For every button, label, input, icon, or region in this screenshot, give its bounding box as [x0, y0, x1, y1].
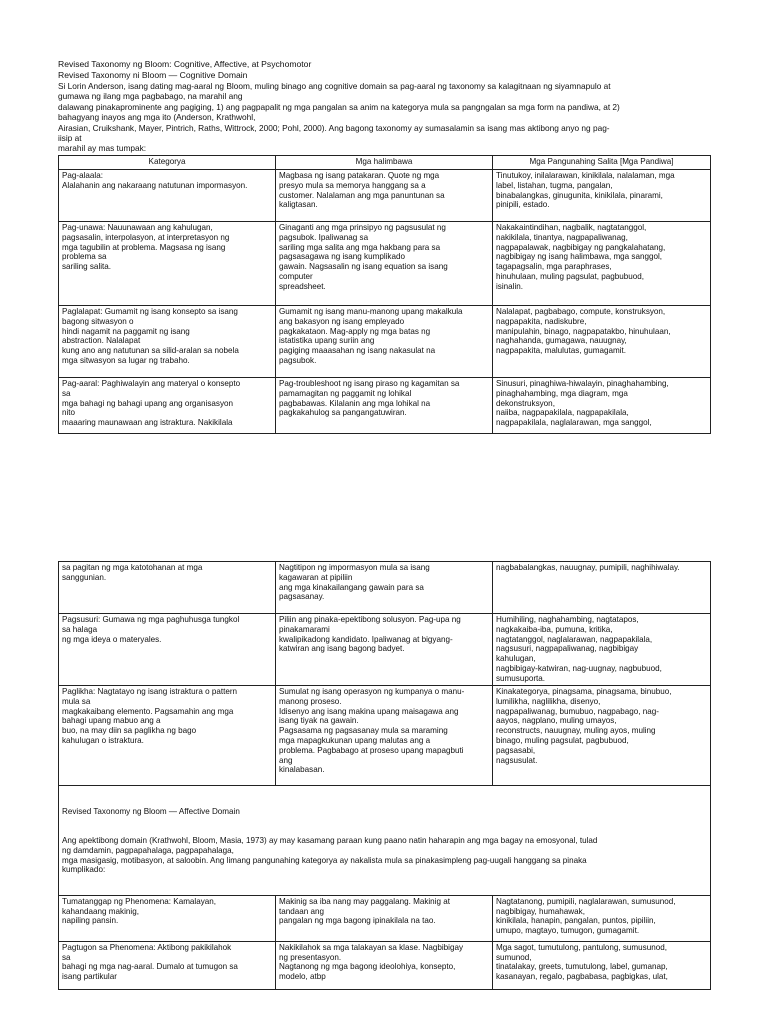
- table-cell: Kinakategorya, pinagsama, pinagsama, binubuo, lumilikha, naglilikha, disenyo, nagpapaliwanag, bumubuo, nagpabago, nag- aayos, nagplano, muling umayos, reconstructs, nauugnay, muling ayos, muling binago, muling pagsulat, pagbubuod, pagsasabi, nagsusulat.: [493, 686, 711, 786]
- table-cell: Pag-troubleshoot ng isang piraso ng kagamitan sa pamamagitan ng paggamit ng lohikal pagbabawas. Kilalanin ang mga lohikal na pagkakahulog sa pangangatuwiran.: [276, 378, 493, 434]
- table-cell: Piliin ang pinaka-epektibong solusyon. Pag-upa ng pinakamarami kwalipikadong kandidato. Ipaliwanag at bigyang- katwiran ang isang bagong badyet.: [276, 614, 493, 686]
- table-header-row: [59, 156, 711, 170]
- cognitive-intro: Si Lorin Anderson, isang dating mag-aaral ng Bloom, muling binago ang cognitive domain sa pag-aaral ng taxonomy sa kalagitnaan ng siyamnapulo at gumawa ng ilang mga pagbabago, na marahil ang dalawang pinakaprominente ang pagiging, 1) ang pagpapalit ng mga pangalan sa anim na kategorya mula sa pangngalan sa mga form na pandiwa, at 2) bahagyang inayos ang mga ito (Anderson, Krathwohl, Airasian, Cruikshank, Mayer, Pintrich, Raths, Wittrock, 2000; Pohl, 2000). Ang bagong taxonomy ay sumasalamin sa isang mas aktibong anyo ng pag- iisip at marahil ay mas tumpak:: [58, 81, 620, 154]
- table-cell: Nagtitipon ng impormasyon mula sa isang kagawaran at pipiliin ang mga kinakailangang gawain para sa pagsasanay.: [276, 562, 493, 614]
- affective-header-row: [59, 786, 711, 896]
- cognitive-title: Revised Taxonomy ni Bloom — Cognitive Domain: [58, 70, 248, 80]
- table-cell: Nakakaintindihan, nagbalik, nagtatanggol, nakikilala, tinantya, nagpapaliwanag, nagpapalawak, nagbibigay ng pangkalahatang, nagbibigay ng isang halimbawa, mga sanggol, tagapagsalin, mga paraphrases, hinuhulaan, muling pagsulat, pagbubuod, isinalin.: [493, 222, 711, 306]
- doc-title: Revised Taxonomy ng Bloom: Cognitive, Affective, at Psychomotor: [58, 59, 312, 69]
- table-row: [59, 378, 711, 434]
- table-cell: sa pagitan ng mga katotohanan at mga sanggunian.: [59, 562, 276, 614]
- cognitive-table-part2: [58, 561, 711, 990]
- cognitive-table-part1: [58, 155, 711, 434]
- table-cell: Mga sagot, tumutulong, pantulong, sumusunod, sumunod, tinatalakay, greets, tumutulong, label, gumanap, kasanayan, regalo, pagbabasa, pagbigkas, ulat,: [493, 941, 711, 989]
- table-row: [59, 895, 711, 941]
- table-cell: Pag-alaala: Alalahanin ang nakaraang natutunan impormasyon.: [59, 170, 276, 222]
- table-row: [59, 222, 711, 306]
- table-cell: Gumamit ng isang manu-manong upang makalkula ang bakasyon ng isang empleyado pagkakataon. Mag-apply ng mga batas ng istatistika upang suriin ang pagiging maaasahan ng isang nakasulat na pagsubok.: [276, 306, 493, 378]
- table-cell: Pagsusuri: Gumawa ng mga paghuhusga tungkol sa halaga ng mga ideya o materyales.: [59, 614, 276, 686]
- table-row: [59, 614, 711, 686]
- table-cell: Pag-aaral: Paghiwalayin ang materyal o konsepto sa mga bahagi ng bahagi upang ang organisasyon nito maaaring maunawaan ang istraktura. Nakikilala: [59, 378, 276, 434]
- table-cell: nagbabalangkas, nauugnay, pumipili, naghihiwalay.: [493, 562, 711, 614]
- table-cell: Paglalapat: Gumamit ng isang konsepto sa isang bagong sitwasyon o hindi nagamit na paggamit ng isang abstraction. Nalalapat kung ano ang natutunan sa silid-aralan sa nobela mga sitwasyon sa lugar ng trabaho.: [59, 306, 276, 378]
- table-cell: Nagtatanong, pumipili, naglalarawan, sumusunod, nagbibigay, humahawak, kinikilala, hanapin, pangalan, puntos, pipiliin, umupo, magtayo, tumugon, gumagamit.: [493, 895, 711, 941]
- table-row: [59, 686, 711, 786]
- table-cell: Nakikilahok sa mga talakayan sa klase. Nagbibigay ng presentasyon. Nagtanong ng mga bagong ideolohiya, konsepto, modelo, atbp: [276, 941, 493, 989]
- table-cell: Pagtugon sa Phenomena: Aktibong pakikilahok sa bahagi ng mga nag-aaral. Dumalo at tumugon sa isang partikular: [59, 941, 276, 989]
- table-row: [59, 941, 711, 989]
- table-cell: Sinusuri, pinaghiwa-hiwalayin, pinaghahambing, pinaghahambing, mga diagram, mga dekonstruksyon, naiiba, nagpapakilala, nagpapakilala, nagpapakilala, naglalarawan, mga sanggol,: [493, 378, 711, 434]
- table-cell: Sumulat ng isang operasyon ng kumpanya o manu- manong proseso. Idisenyo ang isang makina upang maisagawa ang isang tiyak na gawain. Pagsasama ng pagsasanay mula sa maraming mga mapagkukunan upang malutas ang a problema. Pagbabago at proseso upang mapagbuti ang kinalabasan.: [276, 686, 493, 786]
- table-cell: Paglikha: Nagtatayo ng isang istraktura o pattern mula sa magkakaibang elemento. Pagsamahin ang mga bahagi upang mabuo ang a buo, na may diin sa paglikha ng bago kahulugan o istraktura.: [59, 686, 276, 786]
- table-row: [59, 306, 711, 378]
- table-row: [59, 170, 711, 222]
- table-row: [59, 562, 711, 614]
- table-cell: Nalalapat, pagbabago, compute, konstruksyon, nagpapakita, nadiskubre, manipulahin, binago, nagpapatakbo, hinuhulaan, naghahanda, gumagawa, nauugnay, nagpapakita, malulutas, gumagamit.: [493, 306, 711, 378]
- table-cell: Tinutukoy, inilalarawan, kinikilala, nalalaman, mga label, listahan, tugma, pangalan, binabalangkas, ginugunita, kinikilala, pinarami, pinipili, estado.: [493, 170, 711, 222]
- table-cell: Makinig sa iba nang may paggalang. Makinig at tandaan ang pangalan ng mga bagong ipinakilala na tao.: [276, 895, 493, 941]
- table-cell: Ginaganti ang mga prinsipyo ng pagsusulat ng pagsubok. Ipaliwanag sa sariling mga salita ang mga hakbang para sa pagsasagawa ng isang kumplikado gawain. Nagsasalin ng isang equation sa isang computer spreadsheet.: [276, 222, 493, 306]
- header-kategorya: Kategorya: [59, 156, 276, 170]
- affective-intro: Ang apektibong domain (Krathwohl, Bloom, Masia, 1973) ay may kasamang paraan kung paano natin haharapin ang mga bagay na emosyonal, tulad ng damdamin, pagpapahalaga, pagpapahalaga, mga masigasig, motibasyon, at saloobin. Ang limang pangunahing kategorya ay nakalista mula sa pinakasimpleng pag-uugali hanggang sa pinaka kumplikado:: [62, 835, 598, 875]
- table-cell: Magbasa ng isang patakaran. Quote ng mga presyo mula sa memorya hanggang sa a customer. Nalalaman ang mga panuntunan sa kaligtasan.: [276, 170, 493, 222]
- table-cell: Tumatanggap ng Phenomena: Kamalayan, kahandaang makinig, napiling pansin.: [59, 895, 276, 941]
- affective-title: Revised Taxonomy ng Bloom — Affective Domain: [62, 806, 240, 816]
- header-halimbawa: Mga halimbawa: [276, 156, 493, 170]
- table-cell: Pag-unawa: Nauunawaan ang kahulugan, pagsasalin, interpolasyon, at interpretasyon ng mga tagubilin at problema. Magsasa ng isang problema sa sariling salita.: [59, 222, 276, 306]
- header-pandiwa: Mga Pangunahing Salita [Mga Pandiwa]: [493, 156, 711, 170]
- table-cell: Humihiling, naghahambing, nagtatapos, nagkakaiba-iba, pumuna, kritika, nagtatanggol, naglalarawan, nagpapakilala, nagsusuri, nagpapaliwanag, nagbibigay kahulugan, nagbibigay-katwiran, nag-uugnay, nagbubuod, sumusuporta.: [493, 614, 711, 686]
